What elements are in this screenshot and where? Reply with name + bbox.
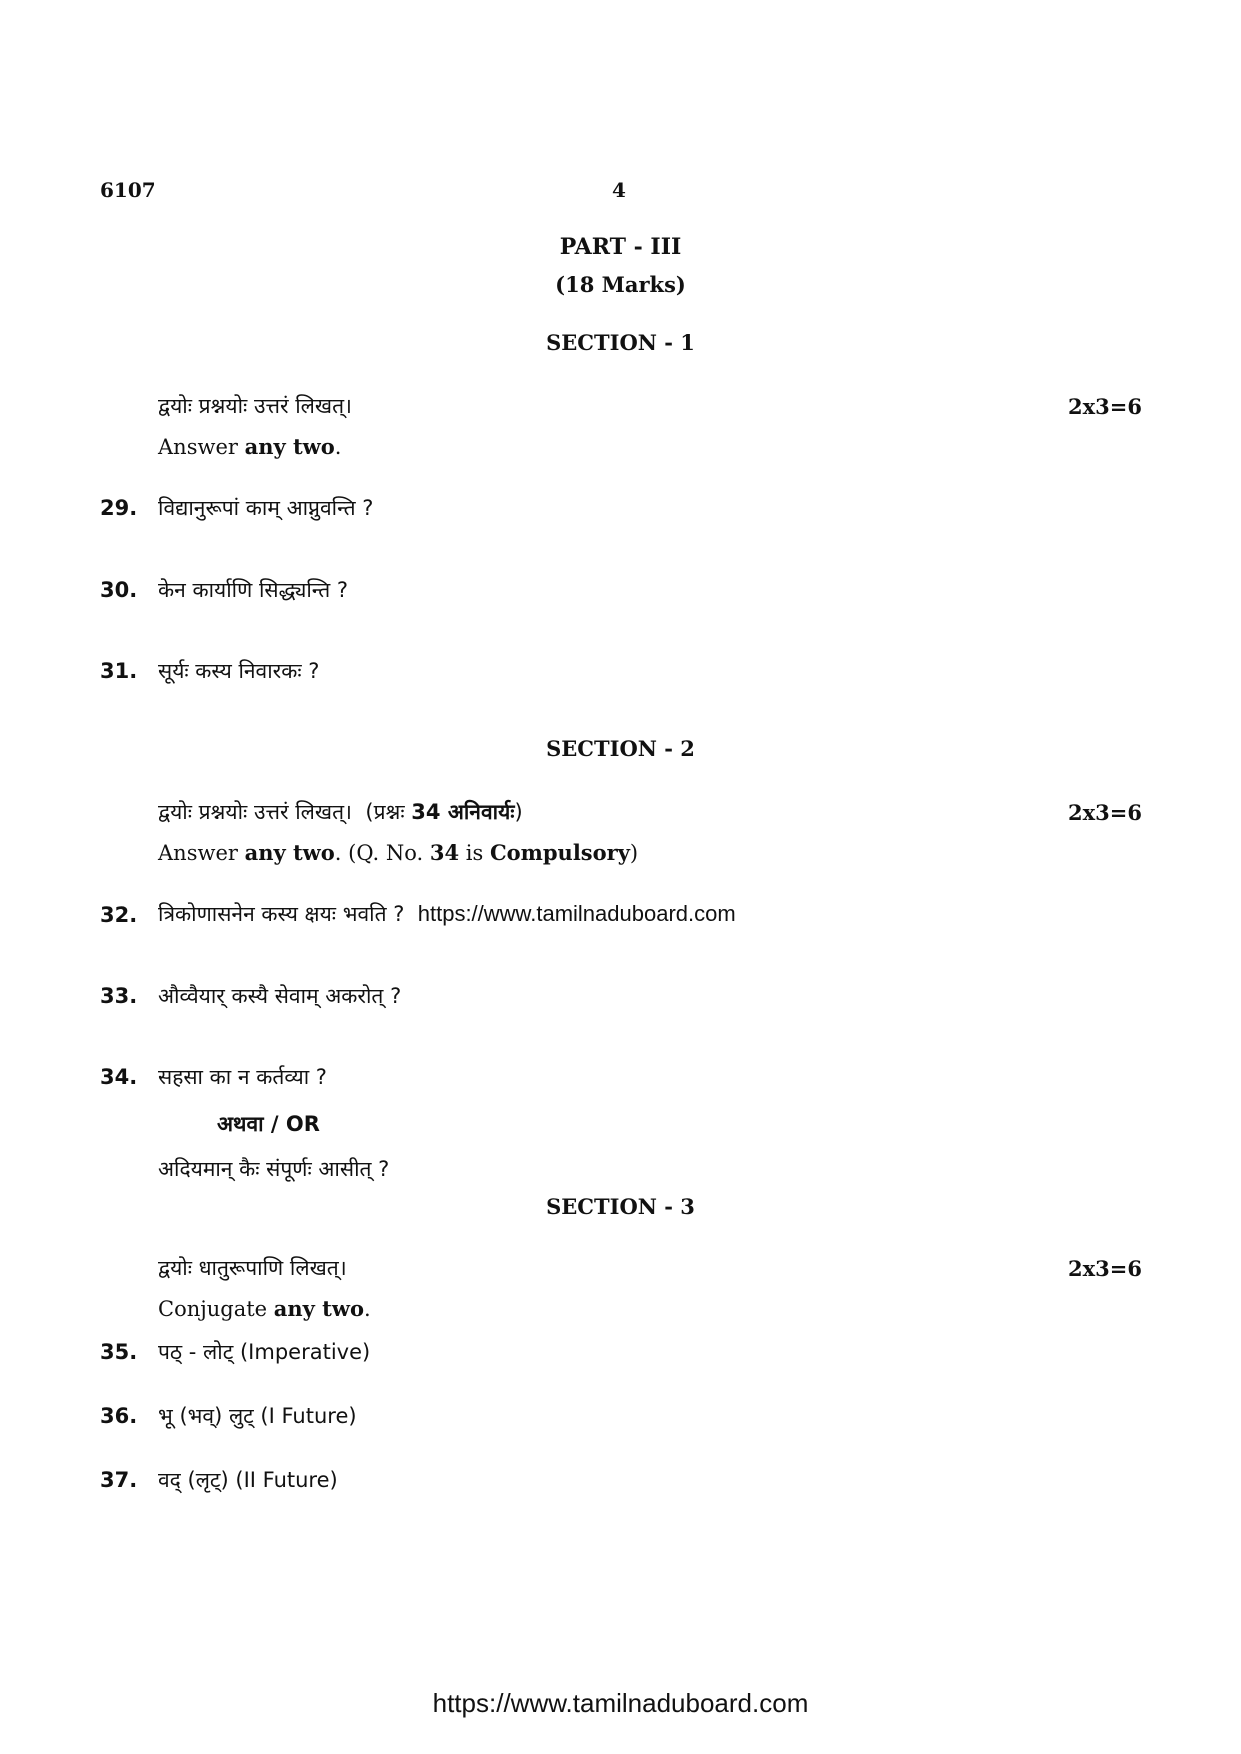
question-number: 31.: [100, 659, 138, 683]
section-2-title: SECTION - 2: [546, 736, 695, 761]
section-2-instruction-sanskrit: द्वयोः प्रश्नयोः उत्तरं लिखत्। (प्रश्नः 34 अनिवार्यः): [158, 800, 523, 824]
section-1-title: SECTION - 1: [546, 330, 695, 355]
section-2-marks: 2x3=6: [1068, 800, 1142, 825]
question-text: सहसा का न कर्तव्या ?: [158, 1065, 327, 1089]
section-3-marks: 2x3=6: [1068, 1256, 1142, 1281]
section-1-instruction-english: Answer any two.: [158, 434, 342, 459]
question-text: सूर्यः कस्य निवारकः ?: [158, 659, 320, 683]
page-number: 4: [612, 178, 626, 202]
question-text: त्रिकोणासनेन कस्य क्षयः भवति ? https://www.tamilnaduboard.com: [158, 901, 736, 926]
question-number: 37.: [100, 1468, 138, 1492]
section-1-instruction-sanskrit: द्वयोः प्रश्नयोः उत्तरं लिखत्।: [158, 394, 353, 418]
question-number: 32.: [100, 903, 138, 927]
section-3-instruction-sanskrit: द्वयोः धातुरूपाणि लिखत्।: [158, 1256, 347, 1280]
or-label: अथवा / OR: [217, 1112, 320, 1136]
part-title: PART - III: [559, 234, 682, 260]
question-number: 33.: [100, 984, 138, 1008]
question-text: औव्वैयार् कस्यै सेवाम् अकरोत् ?: [158, 984, 402, 1008]
question-number: 34.: [100, 1065, 138, 1089]
part-marks: (18 Marks): [555, 272, 686, 297]
question-text: विद्यानुरूपां काम् आप्नुवन्ति ?: [158, 496, 374, 520]
question-text: भू (भव्) लुट् (I Future): [158, 1404, 357, 1428]
inline-url[interactable]: https://www.tamilnaduboard.com: [417, 901, 736, 926]
question-text: वद् (लृट्) (II Future): [158, 1468, 338, 1492]
section-2-instruction-english: Answer any two. (Q. No. 34 is Compulsory): [158, 840, 639, 865]
section-1-marks: 2x3=6: [1068, 394, 1142, 419]
question-text: पठ् - लोट् (Imperative): [158, 1340, 371, 1364]
footer-url[interactable]: https://www.tamilnaduboard.com: [432, 1688, 809, 1718]
question-number: 29.: [100, 496, 138, 520]
question-number: 35.: [100, 1340, 138, 1364]
or-question-text: अदियमान् कैः संपूर्णः आसीत् ?: [158, 1157, 390, 1181]
section-3-instruction-english: Conjugate any two.: [158, 1296, 371, 1321]
question-number: 30.: [100, 578, 138, 602]
question-number: 36.: [100, 1404, 138, 1428]
section-3-title: SECTION - 3: [546, 1194, 695, 1219]
question-text: केन कार्याणि सिद्ध्यन्ति ?: [158, 578, 349, 602]
paper-code: 6107: [100, 178, 156, 202]
